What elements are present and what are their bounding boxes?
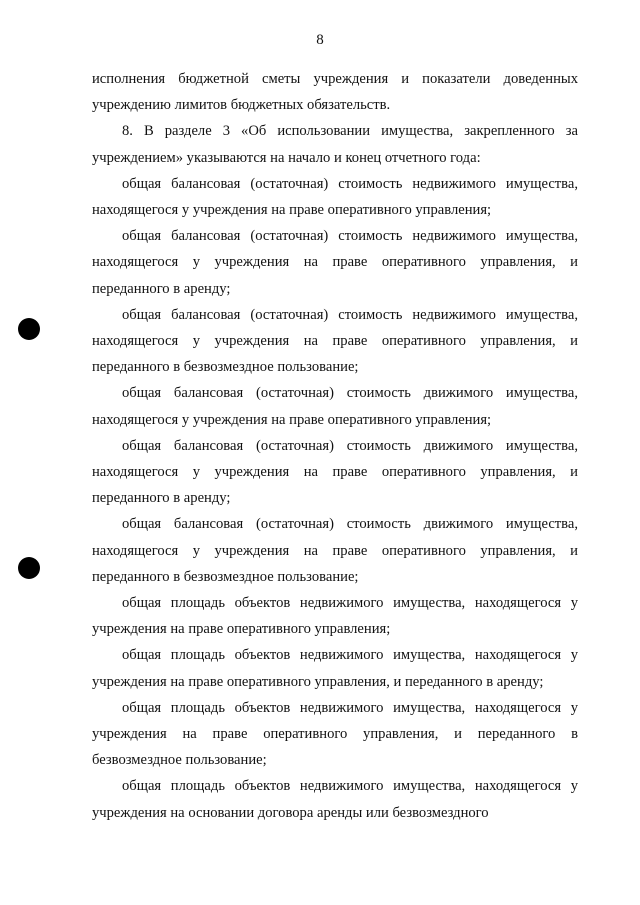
- paragraph-list-item: общая балансовая (остаточная) стоимость недвижимого имущества, находящегося у учреждения на праве оперативного управления;: [92, 175, 578, 219]
- document-body: [92, 66, 578, 826]
- punch-hole-mark: [18, 557, 40, 579]
- paragraph-list-item-cut: общая площадь объектов недвижимого имущества, находящегося у учреждения на основании договора аренды или безвозмездного: [92, 778, 578, 821]
- punch-hole-mark: [18, 318, 40, 340]
- page-number: 8: [316, 32, 324, 48]
- paragraph-continuation: исполнения бюджетной сметы учреждения и показатели доведенных учреждению лимитов бюджетных обязательств.: [92, 71, 578, 114]
- paragraph-list-item: общая балансовая (остаточная) стоимость движимого имущества, находящегося у учреждения на праве оперативного управления;: [92, 385, 578, 428]
- paragraph-list-item: общая площадь объектов недвижимого имущества, находящегося у учреждения на праве оперативного управления, и переданного в аренду;: [92, 647, 578, 690]
- paragraph-list-item: общая балансовая (остаточная) стоимость движимого имущества, находящегося у учреждения на праве оперативного управления, и переданного в аренду;: [92, 437, 578, 507]
- paragraph-list-item: общая площадь объектов недвижимого имущества, находящегося у учреждения на праве оперативного управления, и переданного в безвозмездное пользование;: [92, 699, 578, 769]
- paragraph-list-item: общая балансовая (остаточная) стоимость недвижимого имущества, находящегося у учреждения на праве оперативного управления, и переданного в аренду;: [92, 228, 578, 297]
- paragraph-list-item: общая площадь объектов недвижимого имущества, находящегося у учреждения на праве оперативного управления;: [92, 595, 578, 638]
- paragraph-list-item: общая балансовая (остаточная) стоимость недвижимого имущества, находящегося у учреждения на праве оперативного управления, и переданного в безвозмездное пользование;: [92, 306, 578, 376]
- paragraph-list-item: общая балансовая (остаточная) стоимость движимого имущества, находящегося у учреждения на праве оперативного управления, и переданного в безвозмездное пользование;: [92, 516, 578, 585]
- paragraph-section-8: 8. В разделе 3 «Об использовании имущества, закрепленного за учреждением» указываются на начало и конец отчетного года:: [92, 123, 578, 166]
